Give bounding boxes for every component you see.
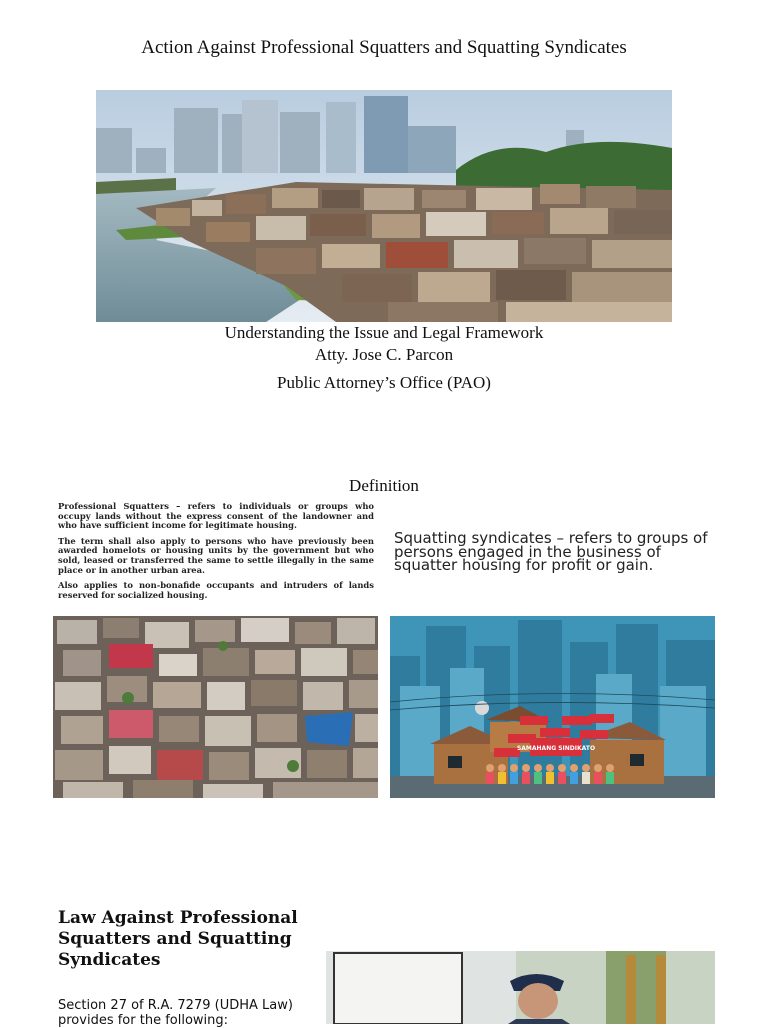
syndicate-illustration [390, 616, 715, 798]
law-heading: Law Against Professional Squatters and Squatting Syndicates [58, 908, 298, 970]
whiteboard-scene [326, 951, 715, 1024]
definition-heading: Definition [349, 476, 419, 495]
slide-title: Action Against Professional Squatters and Squatting Syndicates [141, 37, 627, 58]
presenter-office: Public Attorney’s Office (PAO) [277, 373, 491, 392]
presenter-name: Atty. Jose C. Parcon [314, 345, 454, 364]
syndicate-scene [390, 616, 715, 798]
hero-illustration [96, 90, 672, 322]
slide-subtitle: Understanding the Issue and Legal Framework [224, 323, 544, 342]
hero-image-city-slum [96, 90, 672, 322]
squatting-syndicates-definition: Squatting syndicates – refers to groups of persons engaged in the business of squatter housing for profit or gain. [394, 529, 708, 574]
protest-banner-text: SAMAHANG SINDIKATO [516, 745, 596, 752]
definition-paragraph: Also applies to non-bonafide occupants and intruders of lands reserved for socialized housing. [58, 580, 374, 600]
aerial-slum-illustration [53, 616, 378, 798]
person-at-whiteboard-image [326, 951, 715, 1024]
aerial-slum-image [53, 616, 378, 798]
professional-squatters-definition [58, 502, 374, 606]
definition-paragraph: The term shall also apply to persons who have previously been awarded homelots or housing units by the government but who sold, leased or transferred the same to settle illegally in the same place or in another urban area. [58, 535, 374, 575]
definition-paragraph: Professional Squatters – refers to individuals or groups who occupy lands without the express consent of the landowner and who have sufficient income for legitimate housing. [58, 501, 374, 531]
law-body: Section 27 of R.A. 7279 (UDHA Law) provides for the following: [58, 998, 293, 1028]
